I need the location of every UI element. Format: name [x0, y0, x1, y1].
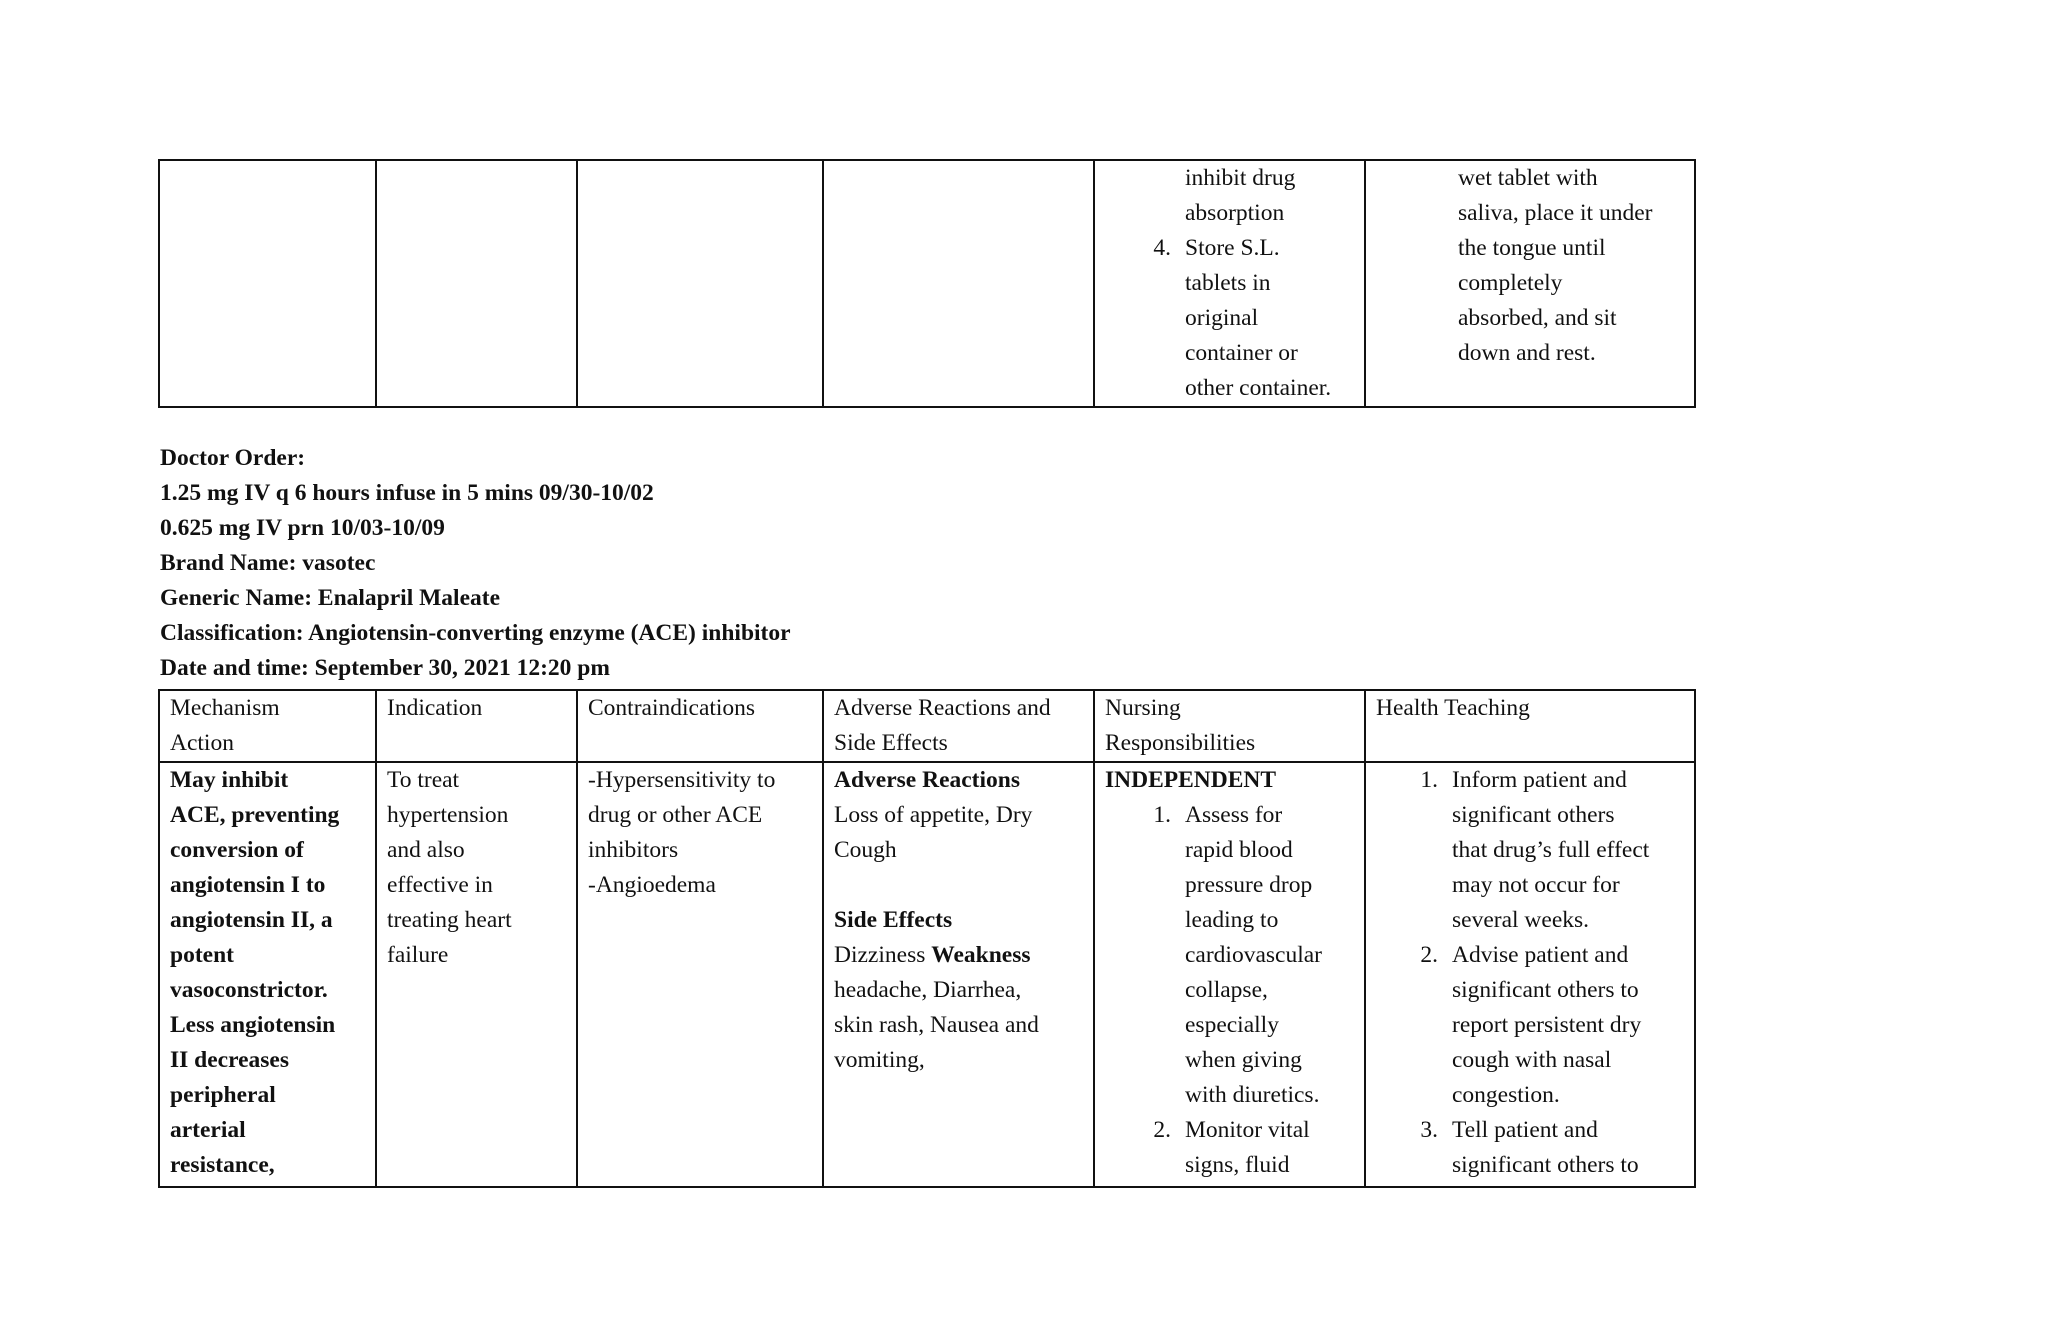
list-item: 1. Inform patient and significant others that drug’s full effect may not occur for several weeks. — [1420, 767, 1650, 933]
table-row — [159, 160, 1695, 407]
list-item: 3. Tell patient and significant others to — [1420, 1117, 1639, 1178]
adverse-reactions-cell: Adverse Reactions Loss of appetite, Dry Cough Side Effects Dizziness Weakness headache, Diarrhea, skin rash, Nausea and vomiting, — [823, 762, 1094, 1187]
health-teaching-text: down and rest. — [1458, 340, 1596, 366]
health-teaching-text: saliva, place it under — [1458, 200, 1653, 226]
health-teaching-text: the tongue until — [1458, 235, 1606, 261]
list-item-text: original — [1185, 305, 1259, 331]
health-teaching-cell — [1365, 160, 1695, 407]
mechanism-cell: May inhibit ACE, preventing conversion of angiotensin I to angiotensin II, a potent vasoconstrictor. Less angiotensin II decreases peripheral arterial resistance, — [159, 762, 376, 1187]
table-row — [159, 762, 1695, 1187]
doctor-order-line: 0.625 mg IV prn 10/03-10/09 — [160, 515, 445, 541]
nursing-responsibilities-cell — [1094, 160, 1365, 407]
list-item-text: container or — [1185, 340, 1298, 366]
nursing-list — [1105, 798, 1354, 1183]
table-header-row — [159, 690, 1695, 762]
date-time: Date and time: September 30, 2021 12:20 pm — [160, 655, 610, 681]
list-item: 4. Store S.L. tablets in original container or other container. — [1145, 231, 1354, 406]
nursing-list — [1105, 161, 1354, 406]
list-item-text: Store S.L. — [1185, 235, 1280, 261]
table-cell-empty — [577, 160, 823, 407]
health-teaching-text: absorbed, and sit — [1458, 305, 1617, 331]
list-item-text: inhibit drug — [1185, 165, 1296, 191]
table-cell-empty — [159, 160, 376, 407]
list-item-text: other container. — [1185, 375, 1332, 401]
previous-drug-table-continuation — [158, 159, 1696, 408]
header-nursing-responsibilities: Nursing Responsibilities — [1094, 690, 1365, 762]
indication-cell: To treat hypertension and also effective in treating heart failure — [376, 762, 577, 1187]
health-teaching-cell — [1365, 762, 1695, 1187]
doctor-order-section — [160, 441, 791, 686]
table-cell-empty — [823, 160, 1094, 407]
list-item — [1145, 161, 1354, 231]
list-item-text: absorption — [1185, 200, 1285, 226]
doctor-order-line: 1.25 mg IV q 6 hours infuse in 5 mins 09/30-10/02 — [160, 480, 654, 506]
list-item: 2. Advise patient and significant others to report persistent dry cough with nasal congestion. — [1420, 942, 1642, 1108]
brand-name: Brand Name: vasotec — [160, 550, 376, 576]
health-teaching-text: wet tablet with — [1458, 165, 1598, 191]
list-item: 1. Assess for rapid blood pressure drop leading to cardiovascular collapse, especially when giving with diuretics. — [1153, 802, 1323, 1108]
independent-heading: INDEPENDENT — [1105, 767, 1277, 793]
list-item-text: tablets in — [1185, 270, 1271, 296]
classification: Classification: Angiotensin-converting enzyme (ACE) inhibitor — [160, 620, 791, 646]
list-item: 2. Monitor vital signs, fluid — [1153, 1117, 1310, 1178]
header-mechanism: Mechanism Action — [159, 690, 376, 762]
side-effects-heading: Side Effects — [834, 907, 953, 933]
health-teaching-list — [1376, 763, 1684, 1183]
header-indication: Indication — [376, 690, 577, 762]
doctor-order-heading: Doctor Order: — [160, 445, 306, 471]
header-contraindications: Contraindications — [577, 690, 823, 762]
contraindications-cell: -Hypersensitivity to drug or other ACE inhibitors -Angioedema — [577, 762, 823, 1187]
header-health-teaching: Health Teaching — [1365, 690, 1695, 762]
drug-study-table — [158, 689, 1696, 1188]
header-adverse-reactions: Adverse Reactions and Side Effects — [823, 690, 1094, 762]
nursing-responsibilities-cell — [1094, 762, 1365, 1187]
generic-name: Generic Name: Enalapril Maleate — [160, 585, 501, 611]
adverse-reactions-heading: Adverse Reactions — [834, 767, 1021, 793]
table-cell-empty — [376, 160, 577, 407]
health-teaching-text: completely — [1458, 270, 1563, 296]
